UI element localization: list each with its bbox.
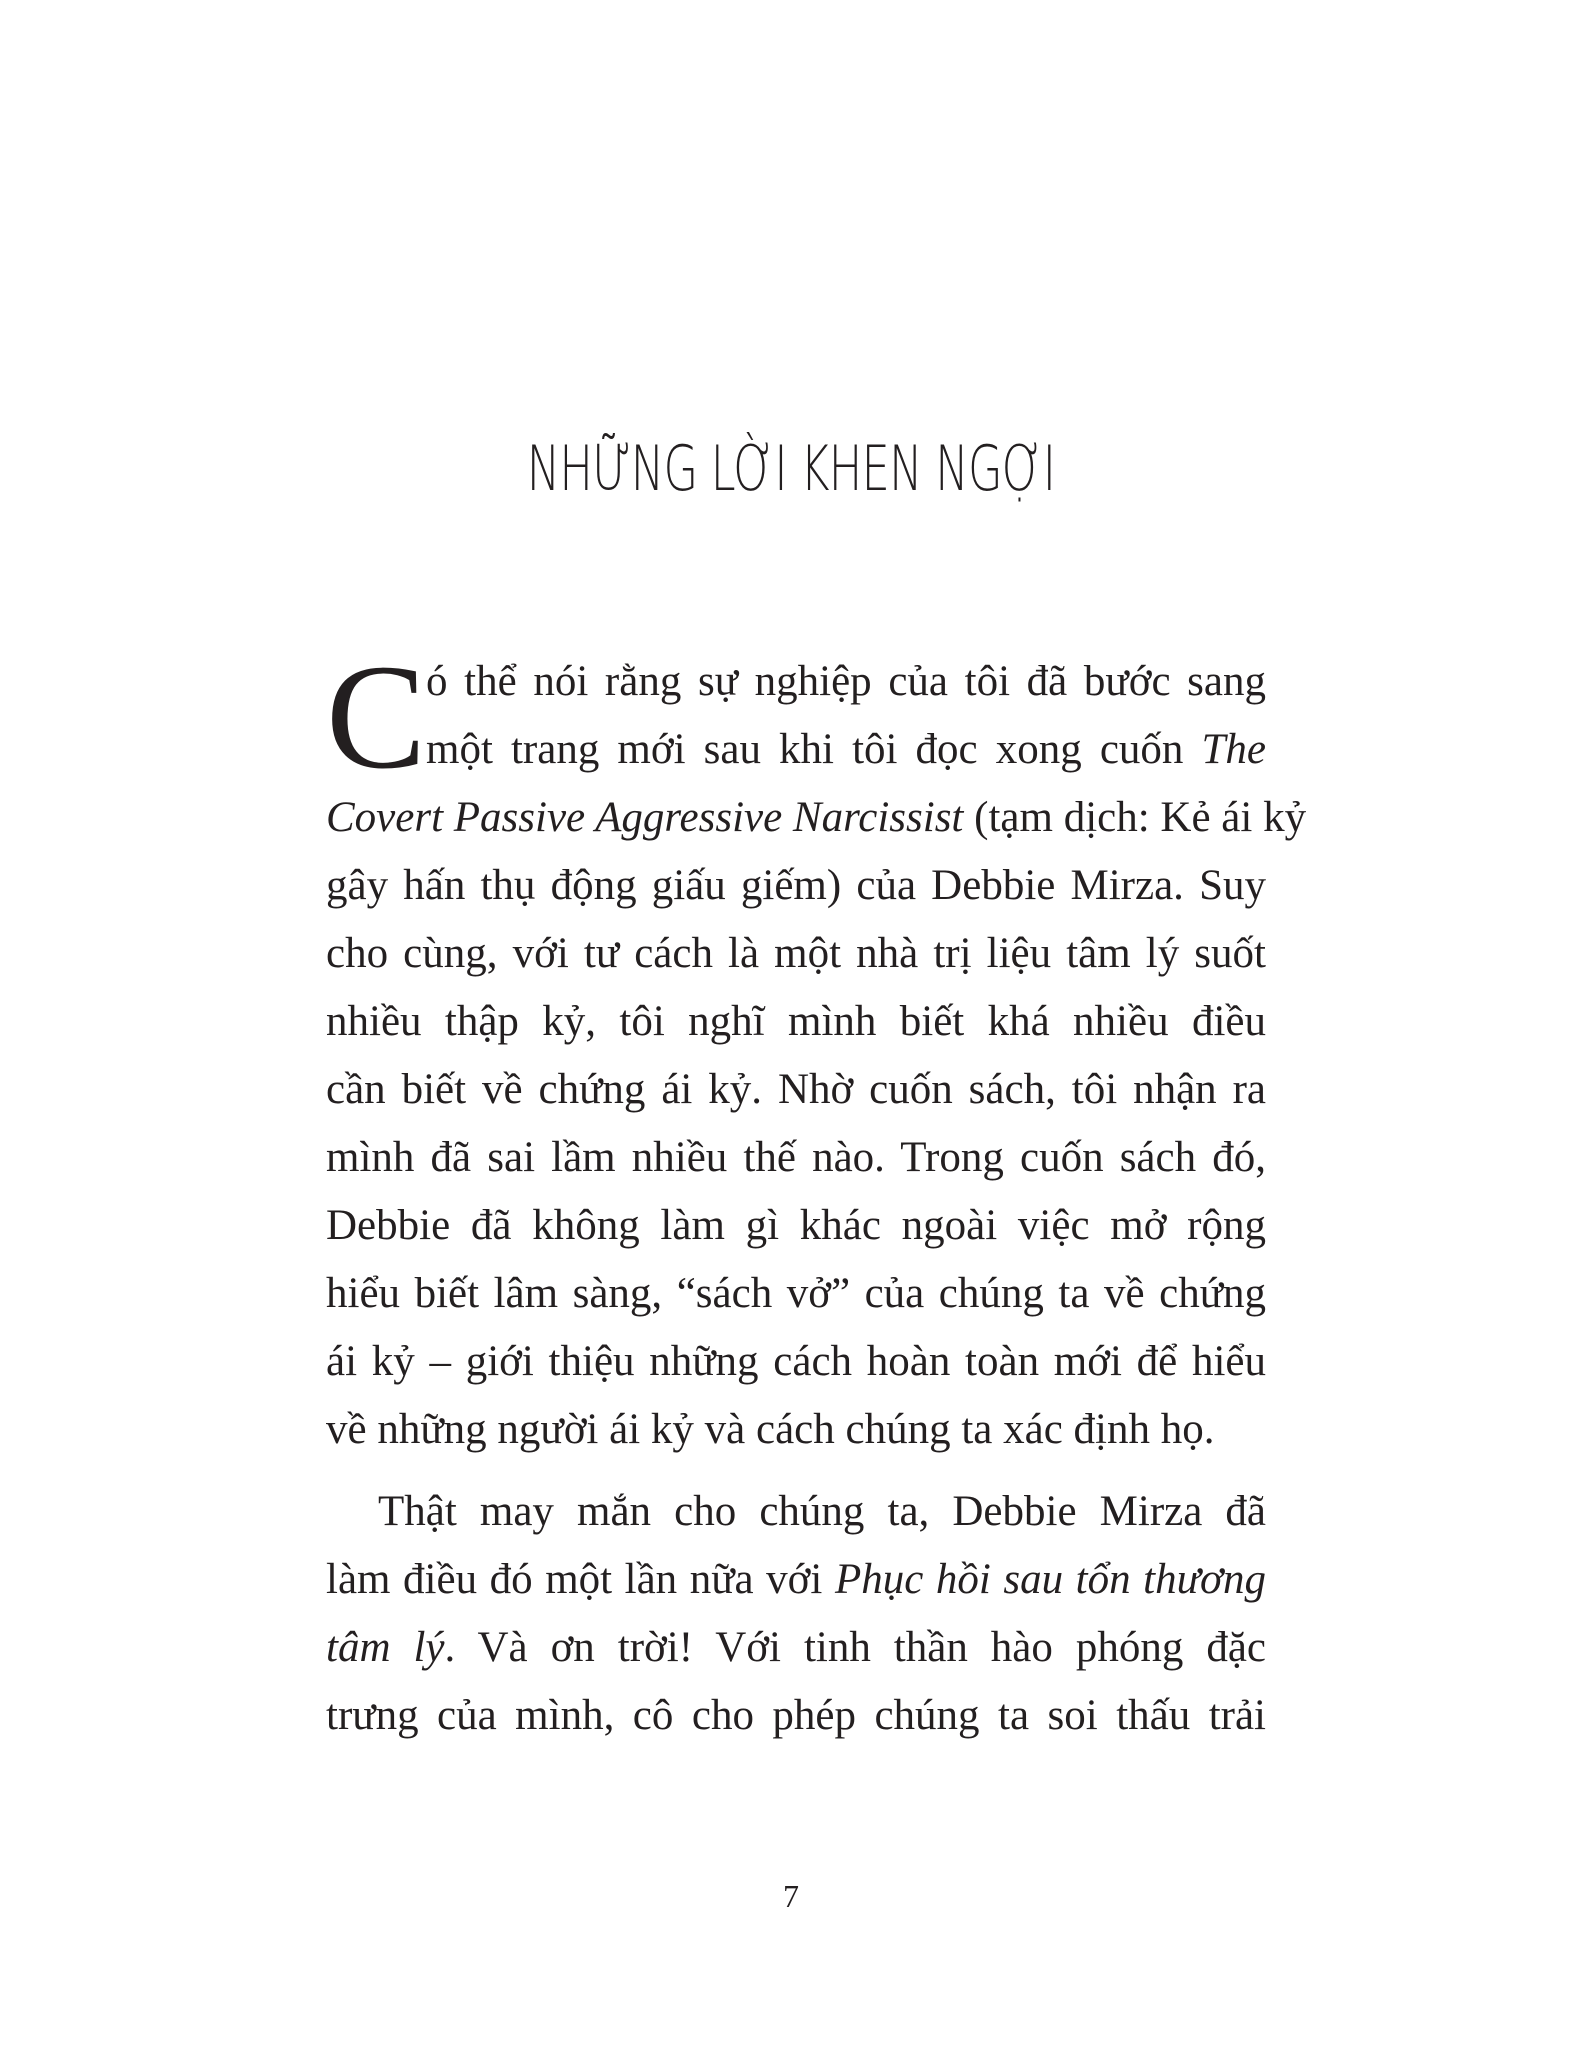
body-text <box>326 634 1307 1750</box>
text-segment: . Và ơn trời! Với tinh thần hào phóng đặc <box>444 1624 1266 1671</box>
text-line: hiểu biết lâm sàng, “sách vở” của chúng ta về chứng <box>326 1270 1266 1317</box>
text-line: cần biết về chứng ái kỷ. Nhờ cuốn sách, tôi nhận ra <box>326 1066 1266 1113</box>
text-line <box>326 1614 1266 1682</box>
text-line <box>326 1546 1266 1614</box>
text-segment: một trang mới sau khi tôi đọc xong cuốn <box>426 726 1202 773</box>
text-line: về những người ái kỷ và cách chúng ta xác định họ. <box>326 1406 1215 1453</box>
text-line: ó thể nói rằng sự nghiệp của tôi đã bước sang <box>426 658 1266 705</box>
text-line: gây hấn thụ động giấu giếm) của Debbie Mirza. Suy <box>326 862 1266 909</box>
text-line <box>326 784 1307 852</box>
text-line: mình đã sai lầm nhiều thế nào. Trong cuốn sách đó, <box>326 1134 1266 1181</box>
book-title-italic: Phục hồi sau tổn thương <box>834 1556 1267 1603</box>
text-segment: (tạm dịch: Kẻ ái kỷ <box>963 794 1307 841</box>
paragraph-1 <box>326 634 1307 1464</box>
text-line: cho cùng, với tư cách là một nhà trị liệu tâm lý suốt <box>326 930 1266 977</box>
book-title-italic: tâm lý <box>326 1624 445 1671</box>
chapter-title: NHỮNG LỜI KHEN NGỢI <box>526 432 1056 505</box>
drop-cap: C <box>326 634 427 800</box>
page-number: 7 <box>783 1878 799 1914</box>
text-line: ái kỷ – giới thiệu những cách hoàn toàn mới để hiểu <box>326 1338 1266 1385</box>
book-title-italic: The <box>1201 726 1266 773</box>
text-line: Thật may mắn cho chúng ta, Debbie Mirza đã <box>378 1488 1266 1535</box>
paragraph-2 <box>326 1478 1266 1750</box>
text-line: trưng của mình, cô cho phép chúng ta soi thấu trải <box>326 1692 1266 1739</box>
text-line: nhiều thập kỷ, tôi nghĩ mình biết khá nhiều điều <box>326 998 1266 1045</box>
text-segment: làm điều đó một lần nữa với <box>326 1556 835 1603</box>
text-line <box>326 716 1266 784</box>
text-line: Debbie đã không làm gì khác ngoài việc mở rộng <box>326 1202 1266 1249</box>
book-title-italic: Covert Passive Aggressive Narcissist <box>326 794 964 841</box>
